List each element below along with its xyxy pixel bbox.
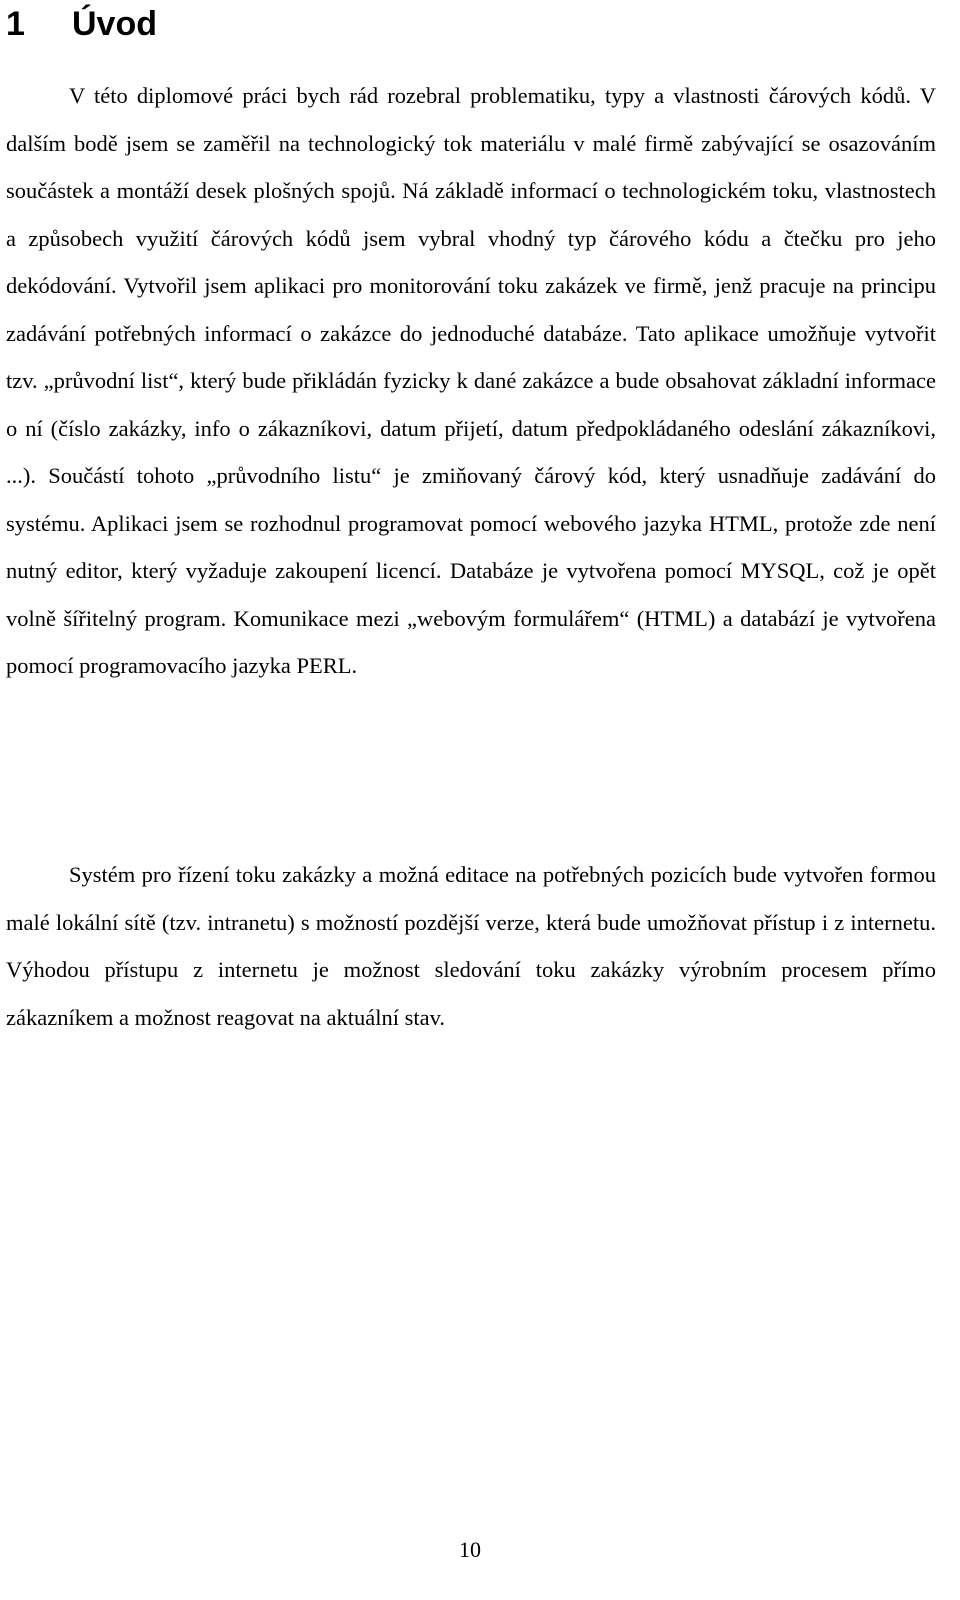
page-number: 10 [459, 1537, 481, 1562]
chapter-title: Úvod [72, 5, 157, 43]
paragraph-1: V této diplomové práci bych rád rozebral problematiku, typy a vlastnosti čárových kódů. V dalším bodě jsem se zaměřil na technologický tok materiálu v malé firmě zabývající se osazováním součástek a montáží desek plošných spojů. Ná základě informací o technologickém toku, vlastnostech a způsobech využití čárových kódů jsem vybral vhodný typ čárového kódu a čtečku pro jeho dekódování. Vytvořil jsem aplikaci pro monitorování toku zakázek ve firmě, jenž pracuje na principu zadávání potřebných informací o zakázce do jednoduché databáze. Tato aplikace umožňuje vytvořit tzv. „průvodní list“, který bude přikládán fyzicky k dané zakázce a bude obsahovat základní informace o ní (číslo zakázky, info o zákazníkovi, datum přijetí, datum předpokládaného odeslání zákazníkovi, ...). Součástí tohoto „průvodního listu“ je zmiňovaný čárový kód, který usnadňuje zadávání do systému. Aplikaci jsem se rozhodnul programovat pomocí webového jazyka HTML, protože zde není nutný editor, který vyžaduje zakoupení licencí. Databáze je vytvořena pomocí MYSQL, což je opět volně šířitelný program. Komunikace mezi „webovým formulářem“ (HTML) a databází je vytvořena pomocí programovacího jazyka PERL. [6, 83, 936, 678]
chapter-heading [6, 2, 157, 46]
paragraph-2: Systém pro řízení toku zakázky a možná editace na potřebných pozicích bude vytvořen formou malé lokální sítě (tzv. intranetu) s možností pozdější verze, která bude umožňovat přístup i z internetu. Výhodou přístupu z internetu je možnost sledování toku zakázky výrobním procesem přímo zákazníkem a možnost reagovat na aktuální stav. [6, 862, 936, 1030]
chapter-number: 1 [6, 5, 25, 43]
